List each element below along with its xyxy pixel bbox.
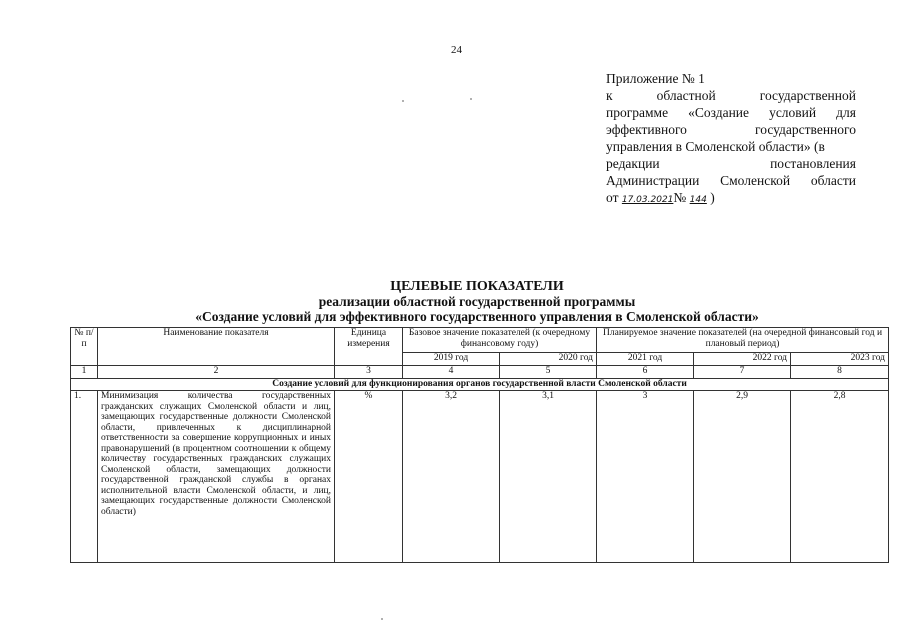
indicators-table bbox=[70, 327, 889, 563]
handwritten-date: 17.03.2021 bbox=[621, 195, 674, 205]
annex-line-4: эффективного государственного bbox=[606, 122, 856, 137]
year-2021: 2021 год bbox=[597, 353, 694, 366]
col-number: 2 bbox=[98, 366, 335, 379]
annex-line-2: к областной государственной bbox=[606, 88, 856, 103]
scan-speck bbox=[381, 618, 383, 620]
row-value-2023: 2,8 bbox=[791, 391, 889, 563]
row-value-2019: 3,2 bbox=[403, 391, 500, 563]
col-number: 8 bbox=[791, 366, 889, 379]
header-unit: Единица измерения bbox=[335, 328, 403, 366]
annex-line-5: управления в Смоленской области» (в bbox=[606, 139, 825, 154]
section-row bbox=[71, 379, 889, 391]
year-2020: 2020 год bbox=[500, 353, 597, 366]
row-value-2020: 3,1 bbox=[500, 391, 597, 563]
year-2022: 2022 год bbox=[694, 353, 791, 366]
section-title: Создание условий для функционирования органов государственной власти Смоленской области bbox=[71, 379, 889, 391]
annex-title: Приложение № 1 bbox=[606, 71, 705, 86]
col-number: 3 bbox=[335, 366, 403, 379]
annex-line-6: редакции постановления bbox=[606, 156, 856, 171]
title-line-1: ЦЕЛЕВЫЕ ПОКАЗАТЕЛИ bbox=[390, 279, 564, 294]
column-number-row bbox=[71, 366, 889, 379]
row-value-2022: 2,9 bbox=[694, 391, 791, 563]
col-number: 1 bbox=[71, 366, 98, 379]
year-2023: 2023 год bbox=[791, 353, 889, 366]
header-num: № п/п bbox=[71, 328, 98, 366]
header-name: Наименование показателя bbox=[98, 328, 335, 366]
row-value-2021: 3 bbox=[597, 391, 694, 563]
handwritten-number: 144 bbox=[689, 195, 707, 205]
row-indicator-name: Минимизация количества государственных гражданских служащих Смоленской области и лиц, замещающих государственные должности Смоленской области, привлеченных к дисциплинарной ответственности за совершение коррупционных и иных правонарушений (в процентном соотношении к общему количеству государственных гражданских служащих Смоленской области, замещающих должности государственной гражданской службы в органах исполнительной власти Смоленской области, и лиц, замещающих государственные должности Смоленской области) bbox=[98, 391, 335, 563]
annex-line-3: программе «Создание условий для bbox=[606, 105, 856, 120]
scan-speck bbox=[402, 100, 404, 102]
col-number: 4 bbox=[403, 366, 500, 379]
annex-line-7: Администрации Смоленской области bbox=[606, 173, 856, 188]
header-base: Базовое значение показателей (к очередному финансовому году) bbox=[403, 328, 597, 353]
row-unit: % bbox=[335, 391, 403, 563]
document-title bbox=[70, 279, 884, 324]
col-number: 7 bbox=[694, 366, 791, 379]
header-planned: Планируемое значение показателей (на очередной финансовый год и плановый период) bbox=[597, 328, 889, 353]
title-line-3: «Создание условий для эффективного государственного управления в Смоленской области» bbox=[195, 309, 759, 324]
col-number: 6 bbox=[597, 366, 694, 379]
col-number: 5 bbox=[500, 366, 597, 379]
row-num: 1. bbox=[71, 391, 98, 563]
annex-line-8: от 17.03.2021№ 144 ) bbox=[606, 190, 715, 205]
year-2019: 2019 год bbox=[403, 353, 500, 366]
scan-speck bbox=[470, 98, 472, 100]
title-line-2: реализации областной государственной программы bbox=[318, 294, 636, 309]
annex-header bbox=[606, 70, 856, 209]
page-number: 24 bbox=[451, 44, 462, 56]
table-row bbox=[71, 391, 889, 563]
header-row bbox=[71, 328, 889, 353]
